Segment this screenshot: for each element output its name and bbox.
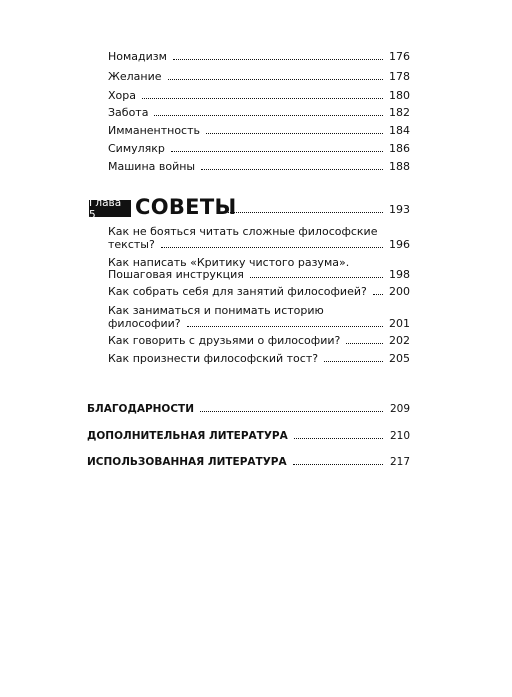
toc-entry: философии? 201: [108, 317, 410, 330]
leader-dots: [161, 246, 383, 248]
chapter-page-leader: 193: [212, 203, 410, 216]
leader-dots: [293, 463, 383, 465]
leader-dots: [187, 325, 383, 327]
leader-dots: [218, 211, 383, 213]
toc-entry: тексты? 196: [108, 238, 410, 251]
toc-entry: Пошаговая инструкция 198: [108, 268, 410, 281]
toc-entry: Как произнести философский тост? 205: [108, 352, 410, 365]
toc-entry: Номадизм 176: [108, 50, 410, 63]
toc-entry: Симулякр 186: [108, 142, 410, 155]
toc-entry-line: Как не бояться читать сложные философские: [108, 225, 378, 238]
leader-dots: [324, 360, 383, 362]
leader-dots: [173, 58, 383, 60]
toc-entry-line: Как написать «Критику чистого разума».: [108, 256, 350, 269]
toc-back-entry: ИСПОЛЬЗОВАННАЯ ЛИТЕРАТУРА 217: [87, 456, 410, 468]
leader-dots: [373, 293, 383, 295]
toc-entry: Машина войны 188: [108, 160, 410, 173]
leader-dots: [142, 97, 383, 99]
leader-dots: [168, 78, 384, 80]
toc-back-entry: БЛАГОДАРНОСТИ 209: [87, 403, 410, 415]
toc-entry: Как говорить с друзьями о философии? 202: [108, 334, 410, 347]
toc-entry: Забота 182: [108, 106, 410, 119]
leader-dots: [294, 437, 383, 439]
toc-entry: Желание 178: [108, 70, 410, 83]
toc-entry: Хора 180: [108, 89, 410, 102]
leader-dots: [250, 276, 383, 278]
chapter-title: СОВЕТЫ: [135, 195, 237, 219]
chapter-badge: Глава 5: [89, 200, 131, 217]
leader-dots: [200, 410, 383, 412]
leader-dots: [171, 150, 383, 152]
leader-dots: [206, 132, 383, 134]
toc-back-entry: ДОПОЛНИТЕЛЬНАЯ ЛИТЕРАТУРА 210: [87, 430, 410, 442]
toc-entry: Имманентность 184: [108, 124, 410, 137]
leader-dots: [346, 342, 383, 344]
leader-dots: [154, 114, 383, 116]
leader-dots: [201, 168, 383, 170]
toc-entry-line: Как заниматься и понимать историю: [108, 304, 324, 317]
toc-entry: Как собрать себя для занятий философией? 200: [108, 285, 410, 298]
